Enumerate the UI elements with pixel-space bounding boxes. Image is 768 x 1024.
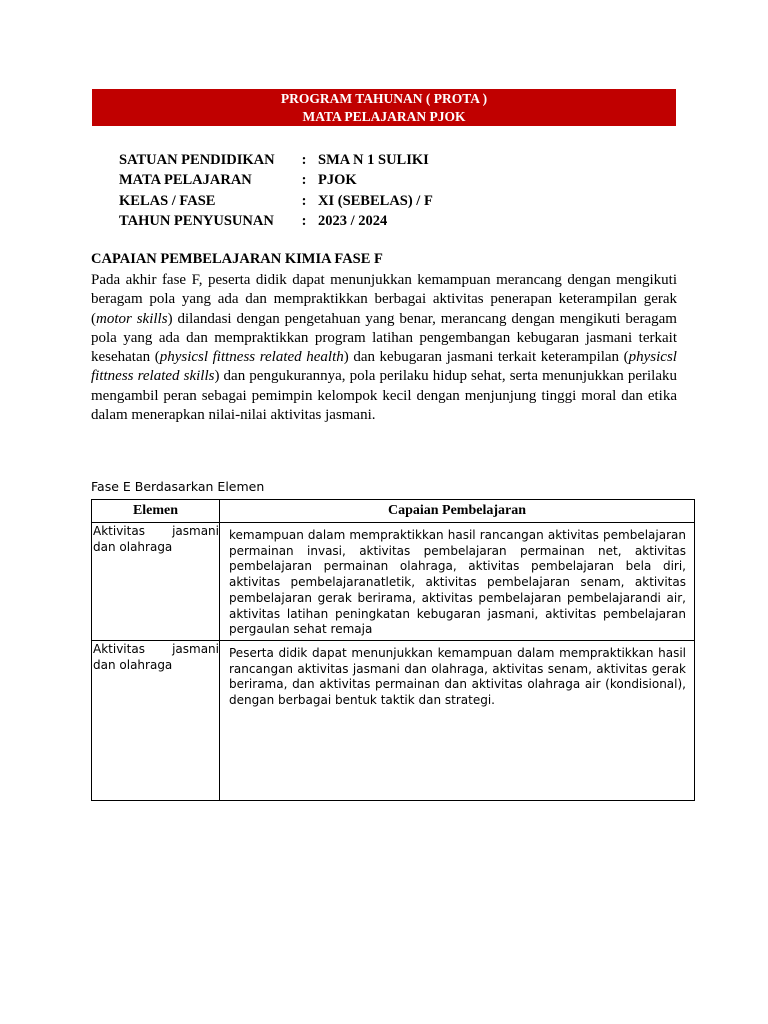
identity-table bbox=[119, 150, 433, 232]
table-row bbox=[92, 523, 695, 641]
column-header-elemen: Elemen bbox=[92, 500, 220, 523]
elemen-cell bbox=[92, 523, 220, 641]
info-key: KELAS / FASE bbox=[119, 192, 216, 209]
table-row bbox=[92, 640, 695, 800]
info-value: 2023 / 2024 bbox=[318, 213, 388, 230]
capaian-cell: kemampuan dalam mempraktikkan hasil rancangan aktivitas pembelajaran permainan invasi, aktivitas pembelajaran permainan net, aktivitas pembelajaran permainan olahraga, aktivitas pembelajaran bela diri, aktivitas pembelajaranatletik, aktivitas pembelajaran senam, aktivitas pembelajaran gerak berirama, aktivitas pembelajaran pembelajarandi air, aktivitas latihan peningkatan kebugaran jasmani, aktivitas pembelajaran pergaulan sehat remaja bbox=[220, 523, 695, 641]
elemen-line: Aktivitas jasmani bbox=[93, 641, 219, 656]
capaian-paragraph bbox=[91, 271, 677, 425]
capaian-italic: physicsl fittness related health bbox=[159, 349, 344, 366]
elemen-line: dan olahraga bbox=[93, 657, 173, 672]
info-colon: : bbox=[301, 172, 307, 189]
capaian-cell: Peserta didik dapat menunjukkan kemampuan dalam mempraktikkan hasil rancangan aktivitas jasmani dan olahraga, aktivitas senam, aktivitas gerak berirama, dan aktivitas permainan dan aktivitas olahraga air (kondisional), dengan berbagai bentuk taktik dan strategi. bbox=[220, 640, 695, 800]
capaian-text: Pada akhir fase F, peserta didik dapat menunjukkan kemampuan merancang dengan mengikuti beragam pola yang ada dan mempraktikkan berbagai aktivitas penerapan keterampilan gerak ( bbox=[91, 272, 677, 327]
info-key: SATUAN PENDIDIKAN bbox=[119, 151, 275, 168]
info-row bbox=[119, 212, 433, 233]
capaian-text: ) dan kebugaran jasmani terkait keterampilan ( bbox=[343, 349, 629, 366]
info-key: MATA PELAJARAN bbox=[119, 172, 252, 189]
header-title-line1: PROGRAM TAHUNAN ( PROTA ) bbox=[280, 90, 488, 106]
capaian-italic: physicsl fittness related skills bbox=[91, 349, 677, 385]
info-value: XI (SEBELAS) / F bbox=[318, 192, 433, 209]
capaian-text: ) dilandasi dengan pengetahuan yang benar, merancang dengan mengikuti beragam pola yang ada dan mempraktikkan program latihan pengembangan kebugaran jasmani terkait kesehatan ( bbox=[91, 310, 677, 366]
elemen-line: Aktivitas jasmani bbox=[93, 524, 219, 538]
info-colon: : bbox=[301, 151, 307, 168]
capaian-title: CAPAIAN PEMBELAJARAN KIMIA FASE F bbox=[91, 251, 383, 267]
info-colon: : bbox=[301, 192, 307, 209]
info-colon: : bbox=[301, 213, 307, 230]
elemen-table bbox=[91, 499, 695, 801]
elemen-line: dan olahraga bbox=[93, 539, 173, 554]
capaian-text: ) dan pengukurannya, pola perilaku hidup sehat, serta menunjukkan perilaku mengambil peran sebagai pemimpin kelompok kecil dengan menjunjung tinggi moral dan etika dalam menerapkan nilai-nilai aktivitas jasmani. bbox=[91, 368, 677, 424]
header-banner bbox=[92, 89, 676, 126]
info-key: TAHUN PENYUSUNAN bbox=[119, 213, 274, 230]
info-row bbox=[119, 171, 433, 192]
table-header-row bbox=[92, 500, 695, 523]
info-value: SMA N 1 SULIKI bbox=[318, 151, 429, 168]
elemen-cell bbox=[92, 640, 220, 800]
info-row bbox=[119, 191, 433, 212]
header-title-line2: MATA PELAJARAN PJOK bbox=[302, 108, 466, 124]
table-caption: Fase E Berdasarkan Elemen bbox=[91, 479, 265, 494]
capaian-italic: motor skills bbox=[96, 310, 168, 327]
info-row bbox=[119, 150, 433, 171]
column-header-capaian: Capaian Pembelajaran bbox=[220, 500, 695, 523]
info-value: PJOK bbox=[318, 172, 357, 189]
